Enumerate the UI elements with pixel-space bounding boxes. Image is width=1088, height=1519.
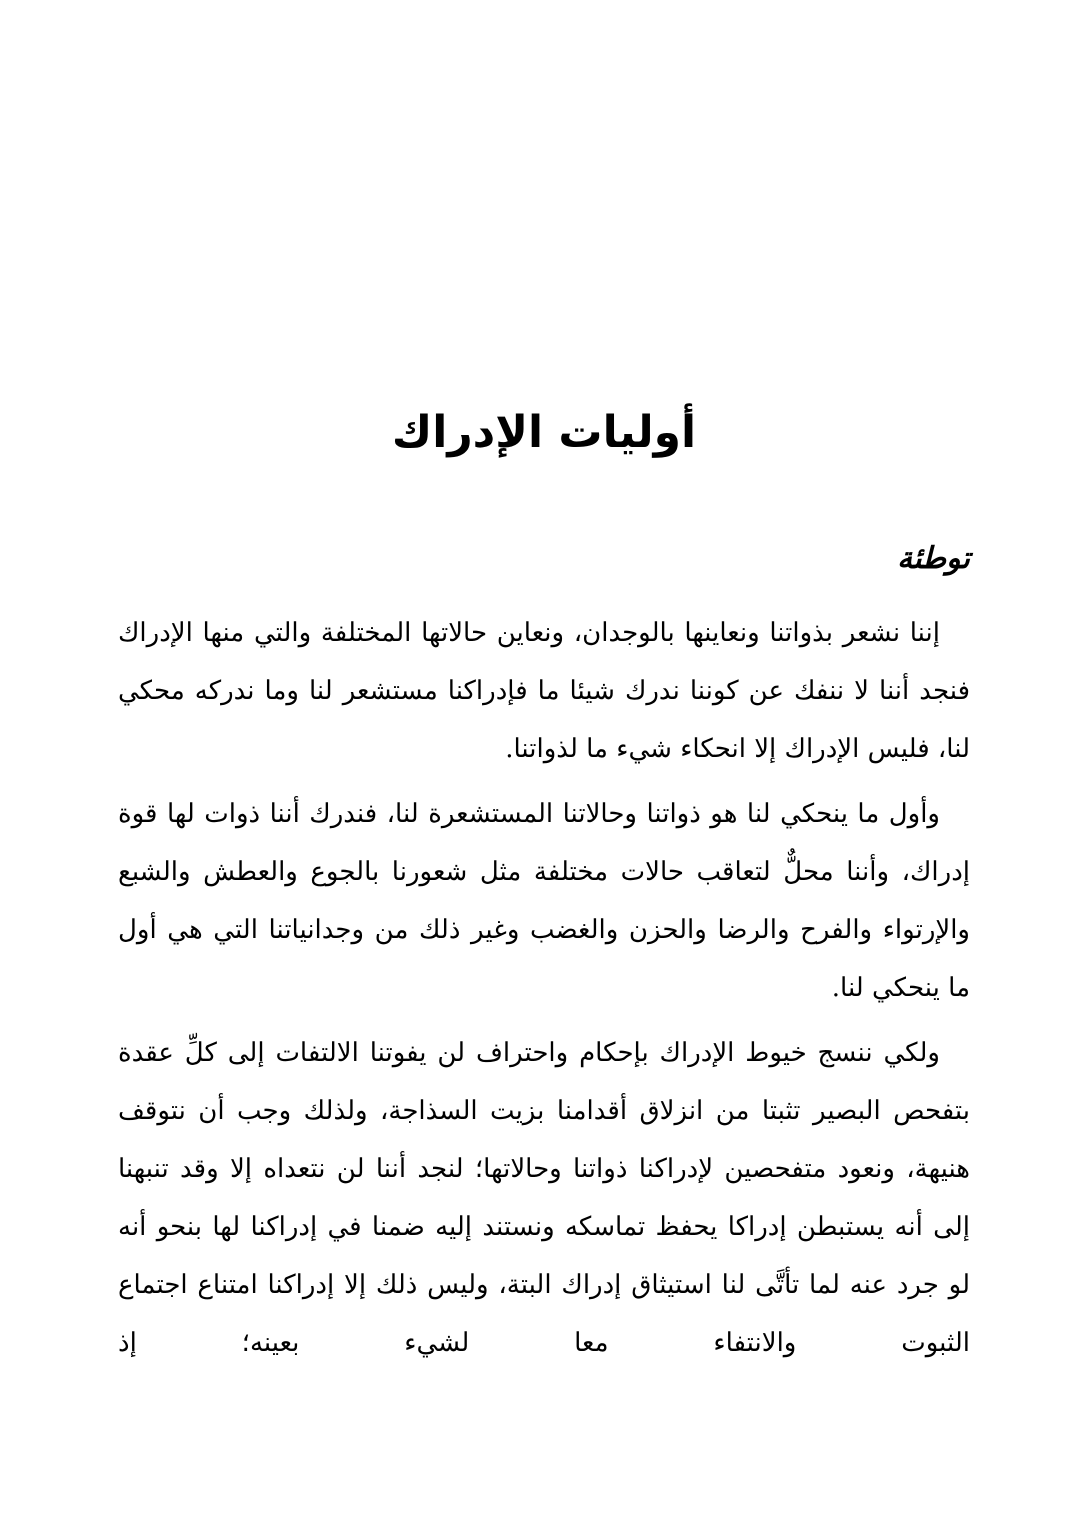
paragraph: إننا نشعر بذواتنا ونعاينها بالوجدان، ونعاين حالاتها المختلفة والتي منها الإدراك فنجد أننا لا ننفك عن كوننا ندرك شيئا ما فإدراكنا مستشعر لنا وما ندركه محكي لنا، فليس الإدراك إلا انحكاء شيء ما لذواتنا. xyxy=(118,618,970,764)
paragraph: وأول ما ينحكي لنا هو ذواتنا وحالاتنا المستشعرة لنا، فندرك أننا ذوات لها قوة إدراك، وأننا محلٌّ لتعاقب حالات مختلفة مثل شعورنا بالجوع والعطش والشبع والإرتواء والفرح والرضا والحزن والغضب وغير ذلك من وجدانياتنا التي هي أول ما ينحكي لنا. xyxy=(118,799,970,1003)
section-heading: توطئة xyxy=(897,541,970,576)
paragraph: ولكي ننسج خيوط الإدراك بإحكام واحتراف لن يفوتنا الالتفات إلى كلِّ عقدة بتفحص البصير تثبتا من انزلاق أقدامنا بزيت السذاجة، ولذلك وجب أن نتوقف هنيهة، ونعود متفحصين لإدراكنا ذواتنا وحالاتها؛ لنجد أننا لن نتعداه إلا وقد تنبهنا إلى أنه يستبطن إدراكا يحفظ تماسكه ونستند إليه ضمنا في إدراكنا لها بنحو أنه لو جرد عنه لما تأتَّى لنا استيثاق إدراك البتة، وليس ذلك إلا إدراكنا امتناع اجتماع الثبوت والانتفاء معا لشيء بعينه؛ إذ xyxy=(118,1038,970,1358)
body-text xyxy=(118,604,970,1379)
chapter-title: أوليات الإدراك xyxy=(391,407,697,458)
